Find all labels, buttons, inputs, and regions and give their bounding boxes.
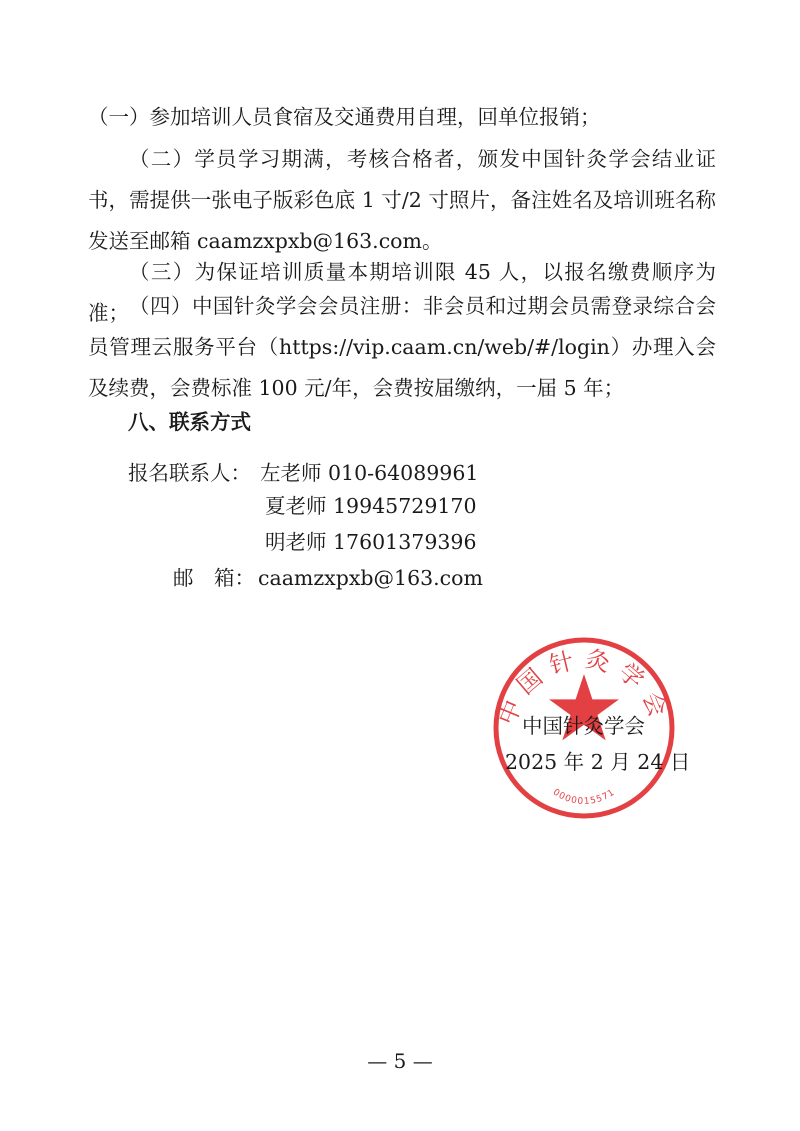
seal-number: 0000015571: [550, 787, 618, 808]
contact-1: 左老师 010-64089961: [260, 461, 479, 485]
contact-label: 报名联系人：: [128, 461, 251, 485]
item-2: （二）学员学习期满，考核合格者，颁发中国针灸学会结业证书，需提供一张电子版彩色底 1 寸/2 寸照片，备注姓名及培训班名称发送至邮箱 caamzxpxb@163.com。: [88, 147, 716, 253]
contact-3: 明老师 17601379396: [265, 530, 477, 554]
signature-org: 中国针灸学会: [522, 714, 645, 738]
item-4: （四）中国针灸学会会员注册：非会员和过期会员需登录综合会员管理云服务平台（https://vip.caam.cn/web/#/login）办理入会及续费，会费标准 100 元/年，会费按届缴纳，一届 5 年；: [88, 294, 716, 400]
contact-2: 夏老师 19945729170: [265, 494, 477, 518]
item-1: （一）参加培训人员食宿及交通费用自理，回单位报销；: [88, 105, 601, 129]
contact-heading: 八、联系方式: [128, 410, 251, 434]
item-3: （三）为保证培训质量本期培训限 45 人，以报名缴费顺序为准；: [88, 260, 716, 325]
email-label: 邮 箱：: [173, 566, 255, 590]
seal-text: 中国针灸学会: [492, 644, 676, 729]
page-number: — 5 —: [367, 1049, 433, 1073]
signature-date: 2025 年 2 月 24 日: [505, 750, 691, 774]
email-address: caamzxpxb@163.com: [258, 566, 483, 590]
svg-text:0000015571: [551, 788, 617, 807]
